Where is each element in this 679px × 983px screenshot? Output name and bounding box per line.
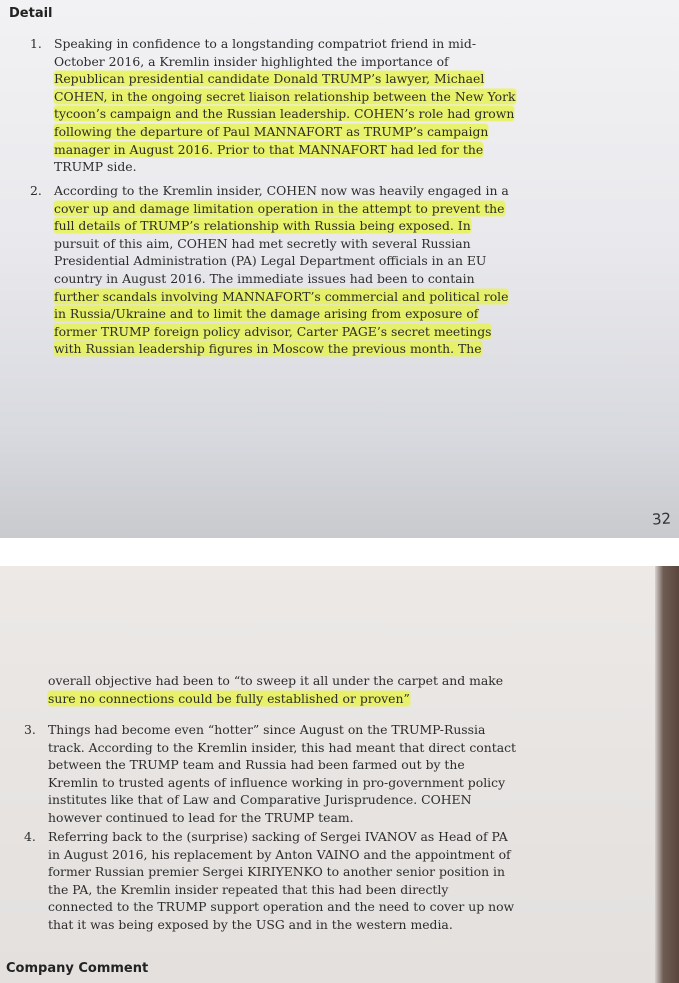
- page-edge-shadow: [655, 566, 679, 983]
- text-line: [54, 88, 516, 106]
- text-line: between the TRUMP team and Russia had been farmed out by the: [48, 757, 465, 773]
- highlighted-text: full details of TRUMP’s relationship with Russia being exposed. In: [54, 218, 471, 234]
- text-line: in August 2016, his replacement by Anton VAINO and the appointment of: [48, 846, 511, 862]
- document-page-bottom: [0, 566, 679, 983]
- paragraph-number: 4.: [24, 829, 36, 844]
- text-line: According to the Kremlin insider, COHEN now was heavily engaged in a: [54, 183, 509, 198]
- highlighted-text: further scandals involving MANNAFORT’s commercial and political role: [54, 288, 509, 304]
- text-line: Referring back to the (surprise) sacking of Sergei IVANOV as Head of PA: [48, 829, 508, 844]
- highlighted-text: in Russia/Ukraine and to limit the damage arising from exposure of: [54, 306, 479, 322]
- text-line: [54, 105, 516, 123]
- text-line: [54, 123, 516, 141]
- paragraph-1: [30, 35, 516, 176]
- page-separator: [0, 538, 679, 566]
- highlighted-text: former TRUMP foreign policy advisor, Carter PAGE’s secret meetings: [54, 323, 492, 339]
- highlighted-text: Republican presidential candidate Donald TRUMP’s lawyer, Michael: [54, 71, 485, 87]
- text-line: October 2016, a Kremlin insider highlighted the importance of: [54, 53, 449, 69]
- text-line: track. According to the Kremlin insider, this had meant that direct contact: [48, 739, 517, 755]
- text-line: that it was being exposed by the USG and in the western media.: [48, 916, 453, 932]
- section-heading-company-comment: Company Comment: [6, 961, 149, 976]
- text-line: [54, 141, 516, 159]
- text-line: Presidential Administration (PA) Legal Department officials in an EU: [54, 253, 487, 269]
- handwritten-page-number: 32: [651, 509, 672, 529]
- section-heading-detail: Detail: [9, 6, 53, 21]
- highlighted-text: following the departure of Paul MANNAFORT as TRUMP’s campaign: [54, 123, 489, 139]
- paragraph-2: [30, 182, 509, 358]
- paragraph-3: [24, 721, 517, 827]
- highlighted-text: cover up and damage limitation operation in the attempt to prevent the: [54, 200, 505, 216]
- text-line: Kremlin to trusted agents of influence working in pro-government policy: [48, 774, 506, 790]
- paragraph-4: [24, 828, 515, 934]
- paragraph-number: 1.: [30, 36, 42, 51]
- text-line: Speaking in confidence to a longstanding compatriot friend in mid-: [54, 36, 477, 51]
- paragraph-number: 2.: [30, 183, 42, 198]
- highlighted-text: with Russian leadership figures in Moscow the previous month. The: [54, 341, 482, 357]
- text-line: [48, 690, 503, 708]
- paragraph-number: 3.: [24, 722, 36, 737]
- text-line: overall objective had been to “to sweep it all under the carpet and make: [48, 673, 504, 688]
- text-line: former Russian premier Sergei KIRIYENKO to another senior position in: [48, 864, 505, 880]
- paragraph-2-continuation: [48, 672, 503, 707]
- text-line: the PA, the Kremlin insider repeated that this had been directly: [48, 881, 449, 897]
- text-line: [54, 70, 516, 88]
- text-line: pursuit of this aim, COHEN had met secretly with several Russian: [54, 235, 471, 251]
- text-line: [54, 323, 509, 341]
- text-line: [54, 305, 509, 323]
- highlighted-text: manager in August 2016. Prior to that MANNAFORT had led for the: [54, 141, 484, 157]
- text-line: country in August 2016. The immediate issues had been to contain: [54, 270, 475, 286]
- highlighted-text: tycoon’s campaign and the Russian leadership. COHEN’s role had grown: [54, 106, 515, 122]
- text-line: connected to the TRUMP support operation and the need to cover up now: [48, 899, 515, 915]
- text-line: TRUMP side.: [54, 159, 137, 175]
- highlighted-text: COHEN, in the ongoing secret liaison relationship between the New York: [54, 88, 516, 104]
- text-line: however continued to lead for the TRUMP team.: [48, 809, 354, 825]
- text-line: [54, 288, 509, 306]
- highlighted-text: sure no connections could be fully established or proven”: [48, 690, 410, 706]
- text-line: [54, 200, 509, 218]
- text-line: institutes like that of Law and Comparative Jurisprudence. COHEN: [48, 792, 472, 808]
- text-line: Things had become even “hotter” since August on the TRUMP-Russia: [48, 722, 486, 737]
- text-line: [54, 340, 509, 358]
- text-line: [54, 217, 509, 235]
